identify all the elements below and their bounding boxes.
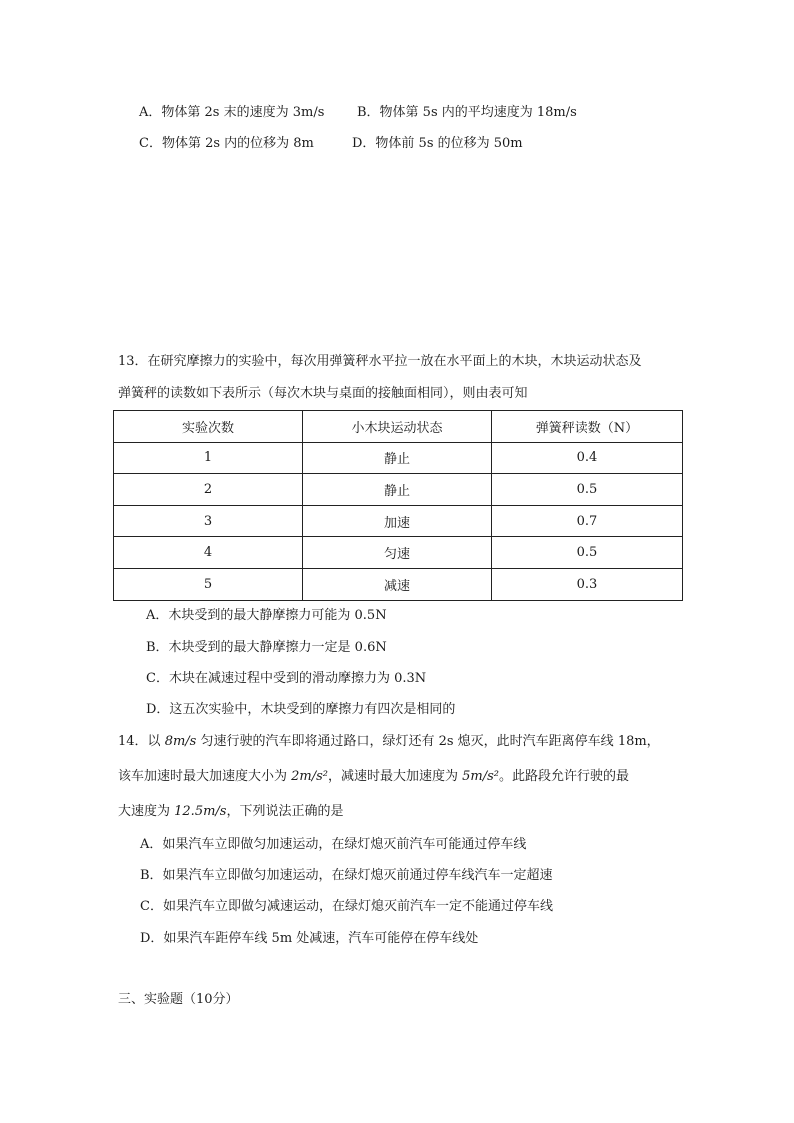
q12-options-row-2 <box>139 135 523 153</box>
q13-option-b[interactable]: B．木块受到的最大静摩擦力一定是 0.6N <box>146 640 387 655</box>
q13-option-a[interactable]: A．木块受到的最大静摩擦力可能为 0.5N <box>146 608 387 623</box>
q13-option-d[interactable]: D．这五次实验中，木块受到的摩擦力有四次是相同的 <box>146 702 456 717</box>
q13-option-c[interactable]: C．木块在减速过程中受到的滑动摩擦力为 0.3N <box>146 671 427 686</box>
q12-option-a[interactable]: A．物体第 2s 末的速度为 3m/s <box>139 105 325 120</box>
q14-stem-line-2 <box>118 768 629 786</box>
section-3-heading: 三、实验题（10分） <box>118 992 239 1007</box>
q14-stem-text: 匀速行驶的汽车即将通过路口，绿灯还有 2s 熄灭，此时汽车距离停车线 18m， <box>196 734 660 749</box>
cell-state: 加速 <box>303 505 492 537</box>
q14-stem-text: 14．以 <box>118 734 165 749</box>
q13-data-table <box>113 410 683 601</box>
table-row <box>114 505 683 537</box>
cell-reading: 0.3 <box>492 568 683 600</box>
q14-stem-line-1 <box>118 733 660 751</box>
cell-trial: 4 <box>114 537 303 569</box>
cell-state: 匀速 <box>303 537 492 569</box>
q14-stem-text: 大速度为 <box>118 804 175 819</box>
q14-decel-value: 5m/s² <box>462 769 500 784</box>
cell-reading: 0.4 <box>492 442 683 474</box>
q14-stem-text: 。此路段允许行驶的最 <box>499 769 630 784</box>
cell-state: 静止 <box>303 474 492 506</box>
q13-stem-line-2: 弹簧秤的读数如下表所示（每次木块与桌面的接触面相同），则由表可知 <box>118 386 528 401</box>
q12-options-row-1 <box>139 104 577 122</box>
cell-trial: 1 <box>114 442 303 474</box>
table-row <box>114 568 683 600</box>
cell-reading: 0.5 <box>492 537 683 569</box>
q14-option-b[interactable]: B．如果汽车立即做匀加速运动，在绿灯熄灭前通过停车线汽车一定超速 <box>140 868 553 883</box>
q14-stem-text: ，下列说法正确的是 <box>226 804 344 819</box>
q12-option-c[interactable]: C．物体第 2s 内的位移为 8m <box>139 136 314 151</box>
table-row <box>114 474 683 506</box>
cell-trial: 3 <box>114 505 303 537</box>
table-row <box>114 537 683 569</box>
cell-reading: 0.5 <box>492 474 683 506</box>
q14-stem-line-3 <box>118 803 343 821</box>
cell-state: 减速 <box>303 568 492 600</box>
q14-accel-value: 2m/s² <box>291 769 329 784</box>
q14-stem-text: 该车加速时最大加速度大小为 <box>118 769 292 784</box>
q12-option-b[interactable]: B．物体第 5s 内的平均速度为 18m/s <box>357 105 577 120</box>
q14-option-c[interactable]: C．如果汽车立即做匀减速运动，在绿灯熄灭前汽车一定不能通过停车线 <box>140 899 553 914</box>
cell-trial: 5 <box>114 568 303 600</box>
cell-state: 静止 <box>303 442 492 474</box>
q13-stem-line-1: 13．在研究摩擦力的实验中，每次用弹簧秤水平拉一放在水平面上的木块，木块运动状态及 <box>118 354 642 369</box>
q14-option-a[interactable]: A．如果汽车立即做匀加速运动，在绿灯熄灭前汽车可能通过停车线 <box>140 837 527 852</box>
cell-trial: 2 <box>114 474 303 506</box>
header-scale-reading: 弹簧秤读数（N） <box>492 411 683 443</box>
cell-reading: 0.7 <box>492 505 683 537</box>
q14-speed-value: 8m/s <box>164 734 197 749</box>
q14-max-speed-value: 12.5m/s <box>174 804 227 819</box>
q12-option-d[interactable]: D．物体前 5s 的位移为 50m <box>352 136 523 151</box>
table-header-row <box>114 411 683 443</box>
q14-option-d[interactable]: D．如果汽车距停车线 5m 处减速，汽车可能停在停车线处 <box>140 931 479 946</box>
header-motion-state: 小木块运动状态 <box>303 411 492 443</box>
table-row <box>114 442 683 474</box>
q14-stem-text: ，减速时最大加速度为 <box>328 769 463 784</box>
header-trial-number: 实验次数 <box>114 411 303 443</box>
